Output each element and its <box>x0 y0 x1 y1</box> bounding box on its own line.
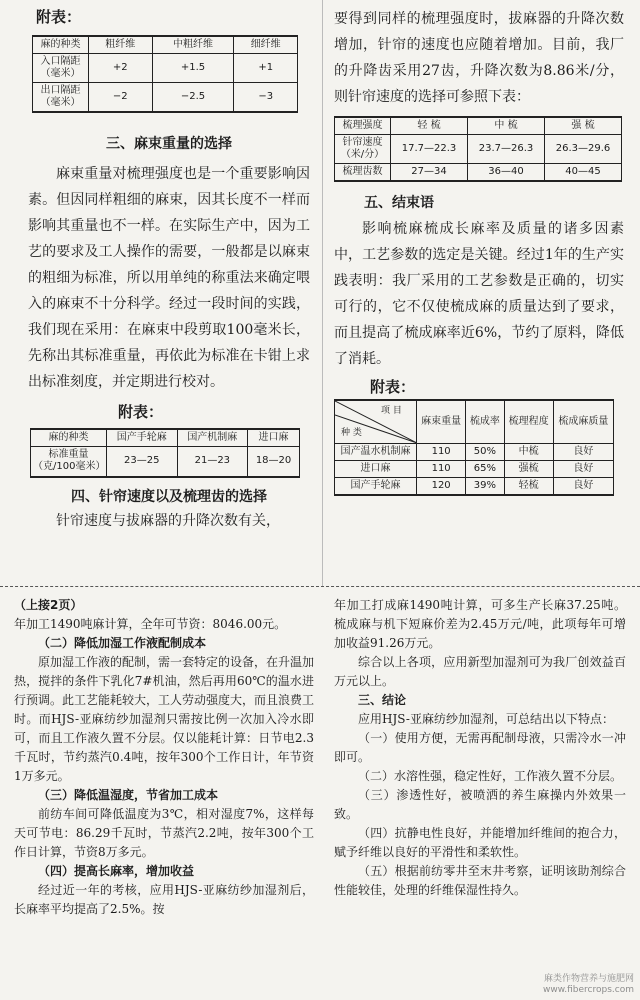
section-3-body: 麻束重量对梳理强度也是一个重要影响因素。但因同样粗细的麻束，因其长度不一样而影响其重量也不一样。在实际生产中，因为工艺的要求及工人操作的需要，一般都是以麻束的粗细为标准，所以用单纯的称重法来确定喂入的麻束不十分科学。经过一段时间的实践，我们现在采用：在麻束中段剪取100毫米长，先称出其标准重量，再依此为标准在卡钳上求出标准刻度，并定期进行校对。 <box>28 166 310 390</box>
table-cell: 轻 梳 <box>391 117 468 135</box>
needle-speed-table <box>334 116 622 182</box>
table-cell: 21—23 <box>177 447 248 477</box>
section-4-body: 针帘速度与拔麻器的升降次数有关， <box>56 512 280 529</box>
table-cell: −3 <box>234 83 298 113</box>
table-corner-cell <box>335 400 417 444</box>
table-cell: 120 <box>417 478 466 496</box>
benefit-paragraph: 综合以上各项，应用新型加湿剂可为我厂创效益百万元以上。 <box>334 655 626 688</box>
table-cell: 麻束重量 <box>417 400 466 444</box>
long-fiber-paragraph: 经过近一年的考核，应用HJS-亚麻纺纱加湿剂后，长麻率平均提高了2.5%。按 <box>14 883 314 916</box>
table-cell: 轻梳 <box>504 478 553 496</box>
table-cell: 梳成率 <box>466 400 504 444</box>
table-cell: 梳理程度 <box>504 400 553 444</box>
table-row <box>335 461 614 478</box>
watermark-line-1: 麻类作物营养与施肥网 <box>543 974 634 984</box>
table-cell: 粗纤维 <box>89 36 153 54</box>
table-cell: 39% <box>466 478 504 496</box>
table-cell: 强梳 <box>504 461 553 478</box>
section-3-heading: 三、麻束重量的选择 <box>106 136 232 152</box>
table-cell: 良好 <box>553 461 613 478</box>
corner-bottom-label: 种 类 <box>341 428 362 438</box>
section-4-heading: 四、针帘速度以及梳理齿的选择 <box>71 488 267 505</box>
table-row <box>31 447 300 477</box>
table-cell: 110 <box>417 461 466 478</box>
standard-weight-table <box>30 428 300 478</box>
feature-item: （一）使用方便，无需再配制母液，只需冷水一冲即可。 <box>334 731 626 764</box>
table-cell: 中梳 <box>504 444 553 461</box>
humidifier-cost-paragraph: 原加湿工作液的配制，需一套特定的设备，在升温加热，搅拌的条件下乳化7#机油，然后再用60℃的温水进行预调。此工艺能耗较大，工人劳动强度大，而且浪费工时。而HJS-亚麻纺纱加湿剂只需按比例一次加入冷水即可，而且工作液久置不分层。仅以能耗计算：日节电2.3千瓦时，节约蒸汽0.4吨，按年300个工作日计，年节资1万多元。 <box>14 655 315 783</box>
table-cell: +2 <box>89 54 153 83</box>
table-row <box>335 444 614 461</box>
table-cell: 中粗纤维 <box>152 36 234 54</box>
subheading-4: （四）提高长麻率，增加收益 <box>38 864 195 878</box>
table-cell: 梳理齿数 <box>335 164 391 182</box>
table-row <box>335 135 622 164</box>
table-cell: 18—20 <box>248 447 300 477</box>
subheading-2: （二）降低加湿工作液配制成本 <box>38 636 207 650</box>
table-cell: 国产温水机制麻 <box>335 444 417 461</box>
table-cell: 23—25 <box>107 447 178 477</box>
table-row <box>33 54 298 83</box>
right-top-column <box>334 6 624 496</box>
conclusion-intro: 应用HJS-亚麻纺纱加湿剂，可总结出以下特点： <box>358 712 614 726</box>
table-cell: 国产机制麻 <box>177 429 248 447</box>
table-cell: 50% <box>466 444 504 461</box>
table-row <box>31 429 300 447</box>
section-5-body: 影响梳麻梳成长麻率及质量的诸多因素中，工艺参数的选定是关键。经过1年的生产实践表明：我厂采用的工艺参数是正确的，切实可行的，它不仅使梳成麻的质量达到了要求，而且提高了梳成麻率近6%，节约了原料，降低了消耗。 <box>334 221 624 367</box>
site-watermark <box>543 974 634 996</box>
section-divider <box>0 586 640 587</box>
table-cell: 国产手轮麻 <box>107 429 178 447</box>
table-cell: +1.5 <box>152 54 234 83</box>
table-cell: 标准重量（克/100毫米） <box>31 447 107 477</box>
table-cell: 良好 <box>553 478 613 496</box>
table-row <box>335 400 614 444</box>
table-cell: 强 梳 <box>545 117 622 135</box>
needle-speed-paragraph: 要得到同样的梳理强度时，拔麻器的升降次数增加，针帘的速度也应随着增加。目前，我厂的升降齿采用27齿，升降次数为8.86米/分，则针帘速度的选择可参照下表： <box>334 11 624 105</box>
savings-paragraph: 年加工1490吨麻计算，全年可节资：8046.00元。 <box>14 617 287 631</box>
bottom-left-column <box>14 596 314 919</box>
table-cell: 良好 <box>553 444 613 461</box>
table-cell: 26.3—29.6 <box>545 135 622 164</box>
continuation-note: （上接2页） <box>14 598 83 612</box>
table-cell: 细纤维 <box>234 36 298 54</box>
table-cell: 110 <box>417 444 466 461</box>
table-cell: 40—45 <box>545 164 622 182</box>
table-cell: 针帘速度（米/分） <box>335 135 391 164</box>
conclusion-heading: 三、结论 <box>358 693 407 707</box>
watermark-line-2: www.fibercrops.com <box>543 985 634 995</box>
table-row <box>335 117 622 135</box>
table-row <box>335 478 614 496</box>
table-row <box>33 83 298 113</box>
table-row <box>335 164 622 182</box>
table-cell: 36—40 <box>468 164 545 182</box>
yield-paragraph: 年加工打成麻1490吨计算，可多生产长麻37.25吨。梳成麻与机下短麻价差为2.45万元/吨，此项每年可增加收益91.26万元。 <box>334 598 626 650</box>
temperature-paragraph: 前纺车间可降低温度为3℃，相对湿度7%，这样每天可节电：86.29千瓦时，节蒸汽2.2吨，按年300个工作日计算，节资8万多元。 <box>14 807 314 859</box>
subheading-3: （三）降低温湿度，节省加工成本 <box>38 788 219 802</box>
table-cell: 27—34 <box>391 164 468 182</box>
table-cell: 麻的种类 <box>33 36 89 54</box>
table-cell: 麻的种类 <box>31 429 107 447</box>
table-cell: 中 梳 <box>468 117 545 135</box>
table-cell: 进口麻 <box>248 429 300 447</box>
diagonal-header <box>335 401 416 443</box>
column-rule <box>322 0 323 586</box>
table-cell: −2.5 <box>152 83 234 113</box>
feature-item: （二）水溶性强，稳定性好，工作液久置不分层。 <box>358 769 623 783</box>
table-cell: 65% <box>466 461 504 478</box>
feature-item: （五）根据前纺零井至末井考察，证明该助剂综合性能较佳，处理的纤维保湿性持久。 <box>334 864 626 897</box>
table-cell: −2 <box>89 83 153 113</box>
feature-item: （四）抗静电性良好，并能增加纤维间的抱合力，赋予纤维以良好的平滑性和柔软性。 <box>334 826 626 859</box>
gauge-table <box>32 35 298 113</box>
table-cell: 进口麻 <box>335 461 417 478</box>
left-top-column <box>28 6 310 534</box>
appendix-label-1: 附表： <box>36 8 82 26</box>
corner-top-label: 项 目 <box>381 406 402 416</box>
table-cell: +1 <box>234 54 298 83</box>
appendix-label-2: 附表： <box>118 403 164 421</box>
table-cell: 23.7—26.3 <box>468 135 545 164</box>
table-row <box>33 36 298 54</box>
table-cell: 入口隔距（毫米） <box>33 54 89 83</box>
result-table <box>334 399 614 496</box>
table-cell: 梳成麻质量 <box>553 400 613 444</box>
table-cell: 梳理强度 <box>335 117 391 135</box>
table-cell: 国产手轮麻 <box>335 478 417 496</box>
section-5-heading: 五、结束语 <box>364 195 434 211</box>
feature-item: （三）渗透性好，被喷洒的养生麻操内外效果一致。 <box>334 788 626 821</box>
table-cell: 17.7—22.3 <box>391 135 468 164</box>
appendix-label-3: 附表： <box>370 378 416 396</box>
table-cell: 出口隔距（毫米） <box>33 83 89 113</box>
bottom-right-column <box>334 596 626 900</box>
